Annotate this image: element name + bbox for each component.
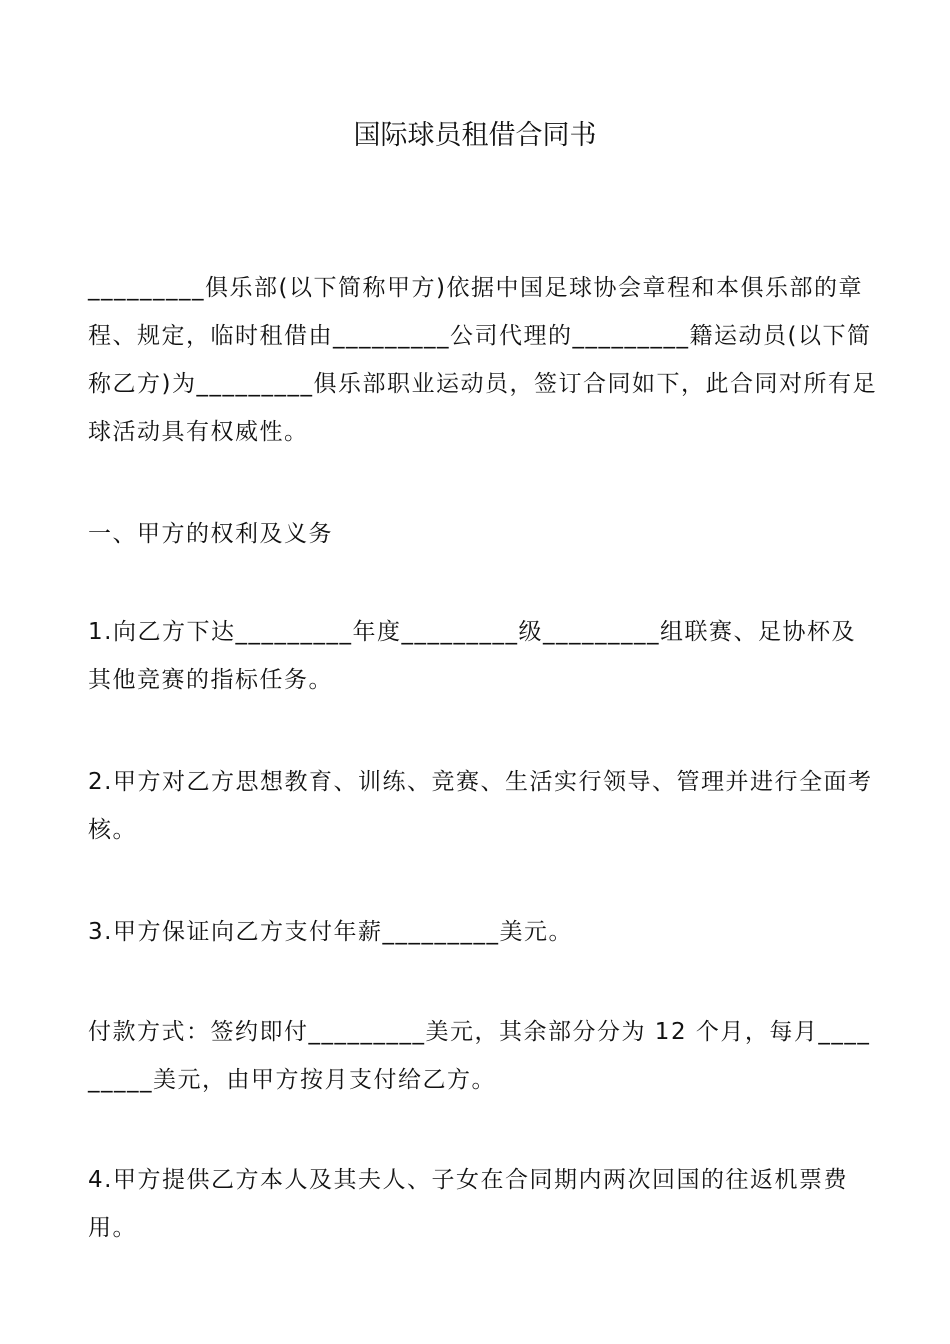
- clause-2: [88, 758, 878, 854]
- payment-text: 付款方式：签约即付_________美元，其余部分分为 12 个月，每月_________美元，由甲方按月支付给乙方。: [88, 1019, 871, 1093]
- intro-paragraph: [88, 264, 878, 456]
- clause-4: [88, 1156, 878, 1252]
- section-heading-text: 一、甲方的权利及义务: [88, 521, 333, 547]
- clause-text: 3.甲方保证向乙方支付年薪_________美元。: [88, 919, 573, 945]
- document-title: 国际球员租借合同书: [353, 120, 597, 151]
- section-heading: [88, 510, 878, 558]
- payment-method: [88, 1008, 878, 1104]
- clause-3: [88, 908, 878, 956]
- clause-1: [88, 608, 878, 704]
- clause-text: 2.甲方对乙方思想教育、训练、竞赛、生活实行领导、管理并进行全面考核。: [88, 769, 873, 843]
- clause-text: 1.向乙方下达_________年度_________级_________组联赛、足协杯及其他竞赛的指标任务。: [88, 619, 856, 693]
- paragraph-text: _________俱乐部(以下简称甲方)依据中国足球协会章程和本俱乐部的章程、规定，临时租借由_________公司代理的_________籍运动员(以下简称乙方)为_________俱乐部职业运动员，签订合同如下，此合同对所有足球活动具有权威性。: [88, 275, 877, 445]
- clause-text: 4.甲方提供乙方本人及其夫人、子女在合同期内两次回国的往返机票费用。: [88, 1167, 848, 1241]
